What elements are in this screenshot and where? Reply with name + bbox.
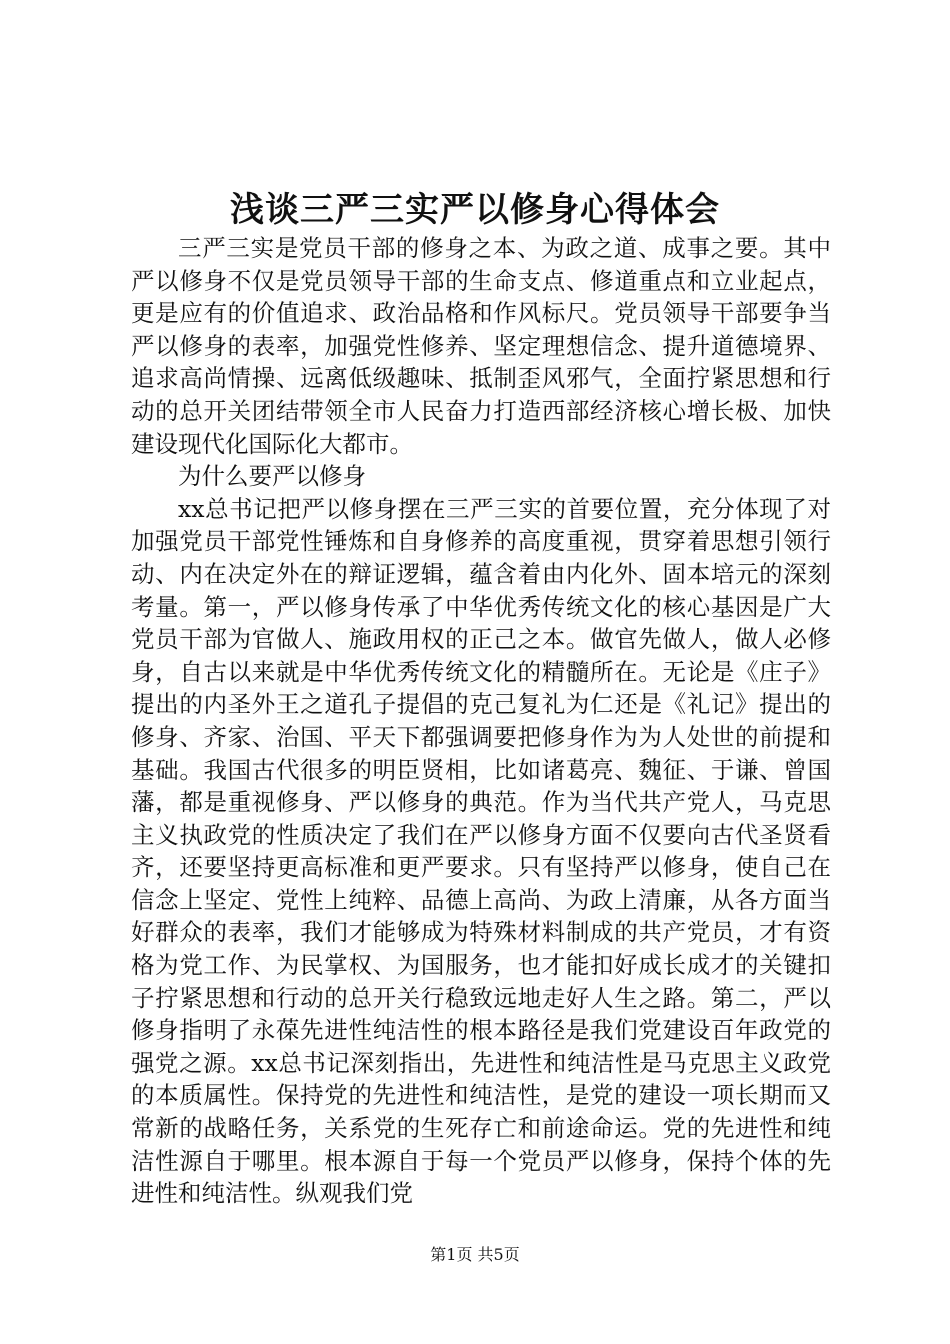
document-body — [131, 232, 831, 1210]
document-title: 浅谈三严三实严以修身心得体会 — [230, 190, 720, 230]
section-heading: 为什么要严以修身 — [178, 462, 366, 491]
body-paragraph: xx总书记把严以修身摆在三严三实的首要位置，充分体现了对加强党员干部党性锤炼和自身修养的高度重视，贯穿着思想引领行动、内在决定外在的辩证逻辑，蕴含着由内化外、固本培元的深刻考量。第一，严以修身传承了中华优秀传统文化的核心基因是广大党员干部为官做人、施政用权的正己之本。做官先做人，做人必修身，自古以来就是中华优秀传统文化的精髓所在。无论是《庄子》提出的内圣外王之道孔子提倡的克己复礼为仁还是《礼记》提出的修身、齐家、治国、平天下都强调要把修身作为为人处世的前提和基础。我国古代很多的明臣贤相，比如诸葛亮、魏征、于谦、曾国藩，都是重视修身、严以修身的典范。作为当代共产党人，马克思主义执政党的性质决定了我们在严以修身方面不仅要向古代圣贤看齐，还要坚持更高标准和更严要求。只有坚持严以修身，使自己在信念上坚定、党性上纯粹、品德上高尚、为政上清廉，从各方面当好群众的表率，我们才能够成为特殊材料制成的共产党员，才有资格为党工作、为民掌权、为国服务，也才能扣好成长成才的关键扣子拧紧思想和行动的总开关行稳致远地走好人生之路。第二，严以修身指明了永葆先进性纯洁性的根本路径是我们党建设百年政党的强党之源。xx总书记深刻指出，先进性和纯洁性是马克思主义政党的本质属性。保持党的先进性和纯洁性，是党的建设一项长期而又常新的战略任务，关系党的生死存亡和前途命运。党的先进性和纯洁性源自于哪里。根本源自于每一个党员严以修身，保持个体的先进性和纯洁性。纵观我们党 — [131, 494, 831, 1208]
intro-paragraph: 三严三实是党员干部的修身之本、为政之道、成事之要。其中严以修身不仅是党员领导干部的生命支点、修道重点和立业起点，更是应有的价值追求、政治品格和作风标尺。党员领导干部要争当严以修身的表率，加强党性修养、坚定理想信念、提升道德境界、追求高尚情操、远离低级趣味、抵制歪风邪气，全面拧紧思想和行动的总开关团结带领全市人民奋力打造西部经济核心增长极、加快建设现代化国际化大都市。 — [131, 234, 831, 458]
page-number-footer: 第1页 共5页 — [430, 1245, 520, 1264]
